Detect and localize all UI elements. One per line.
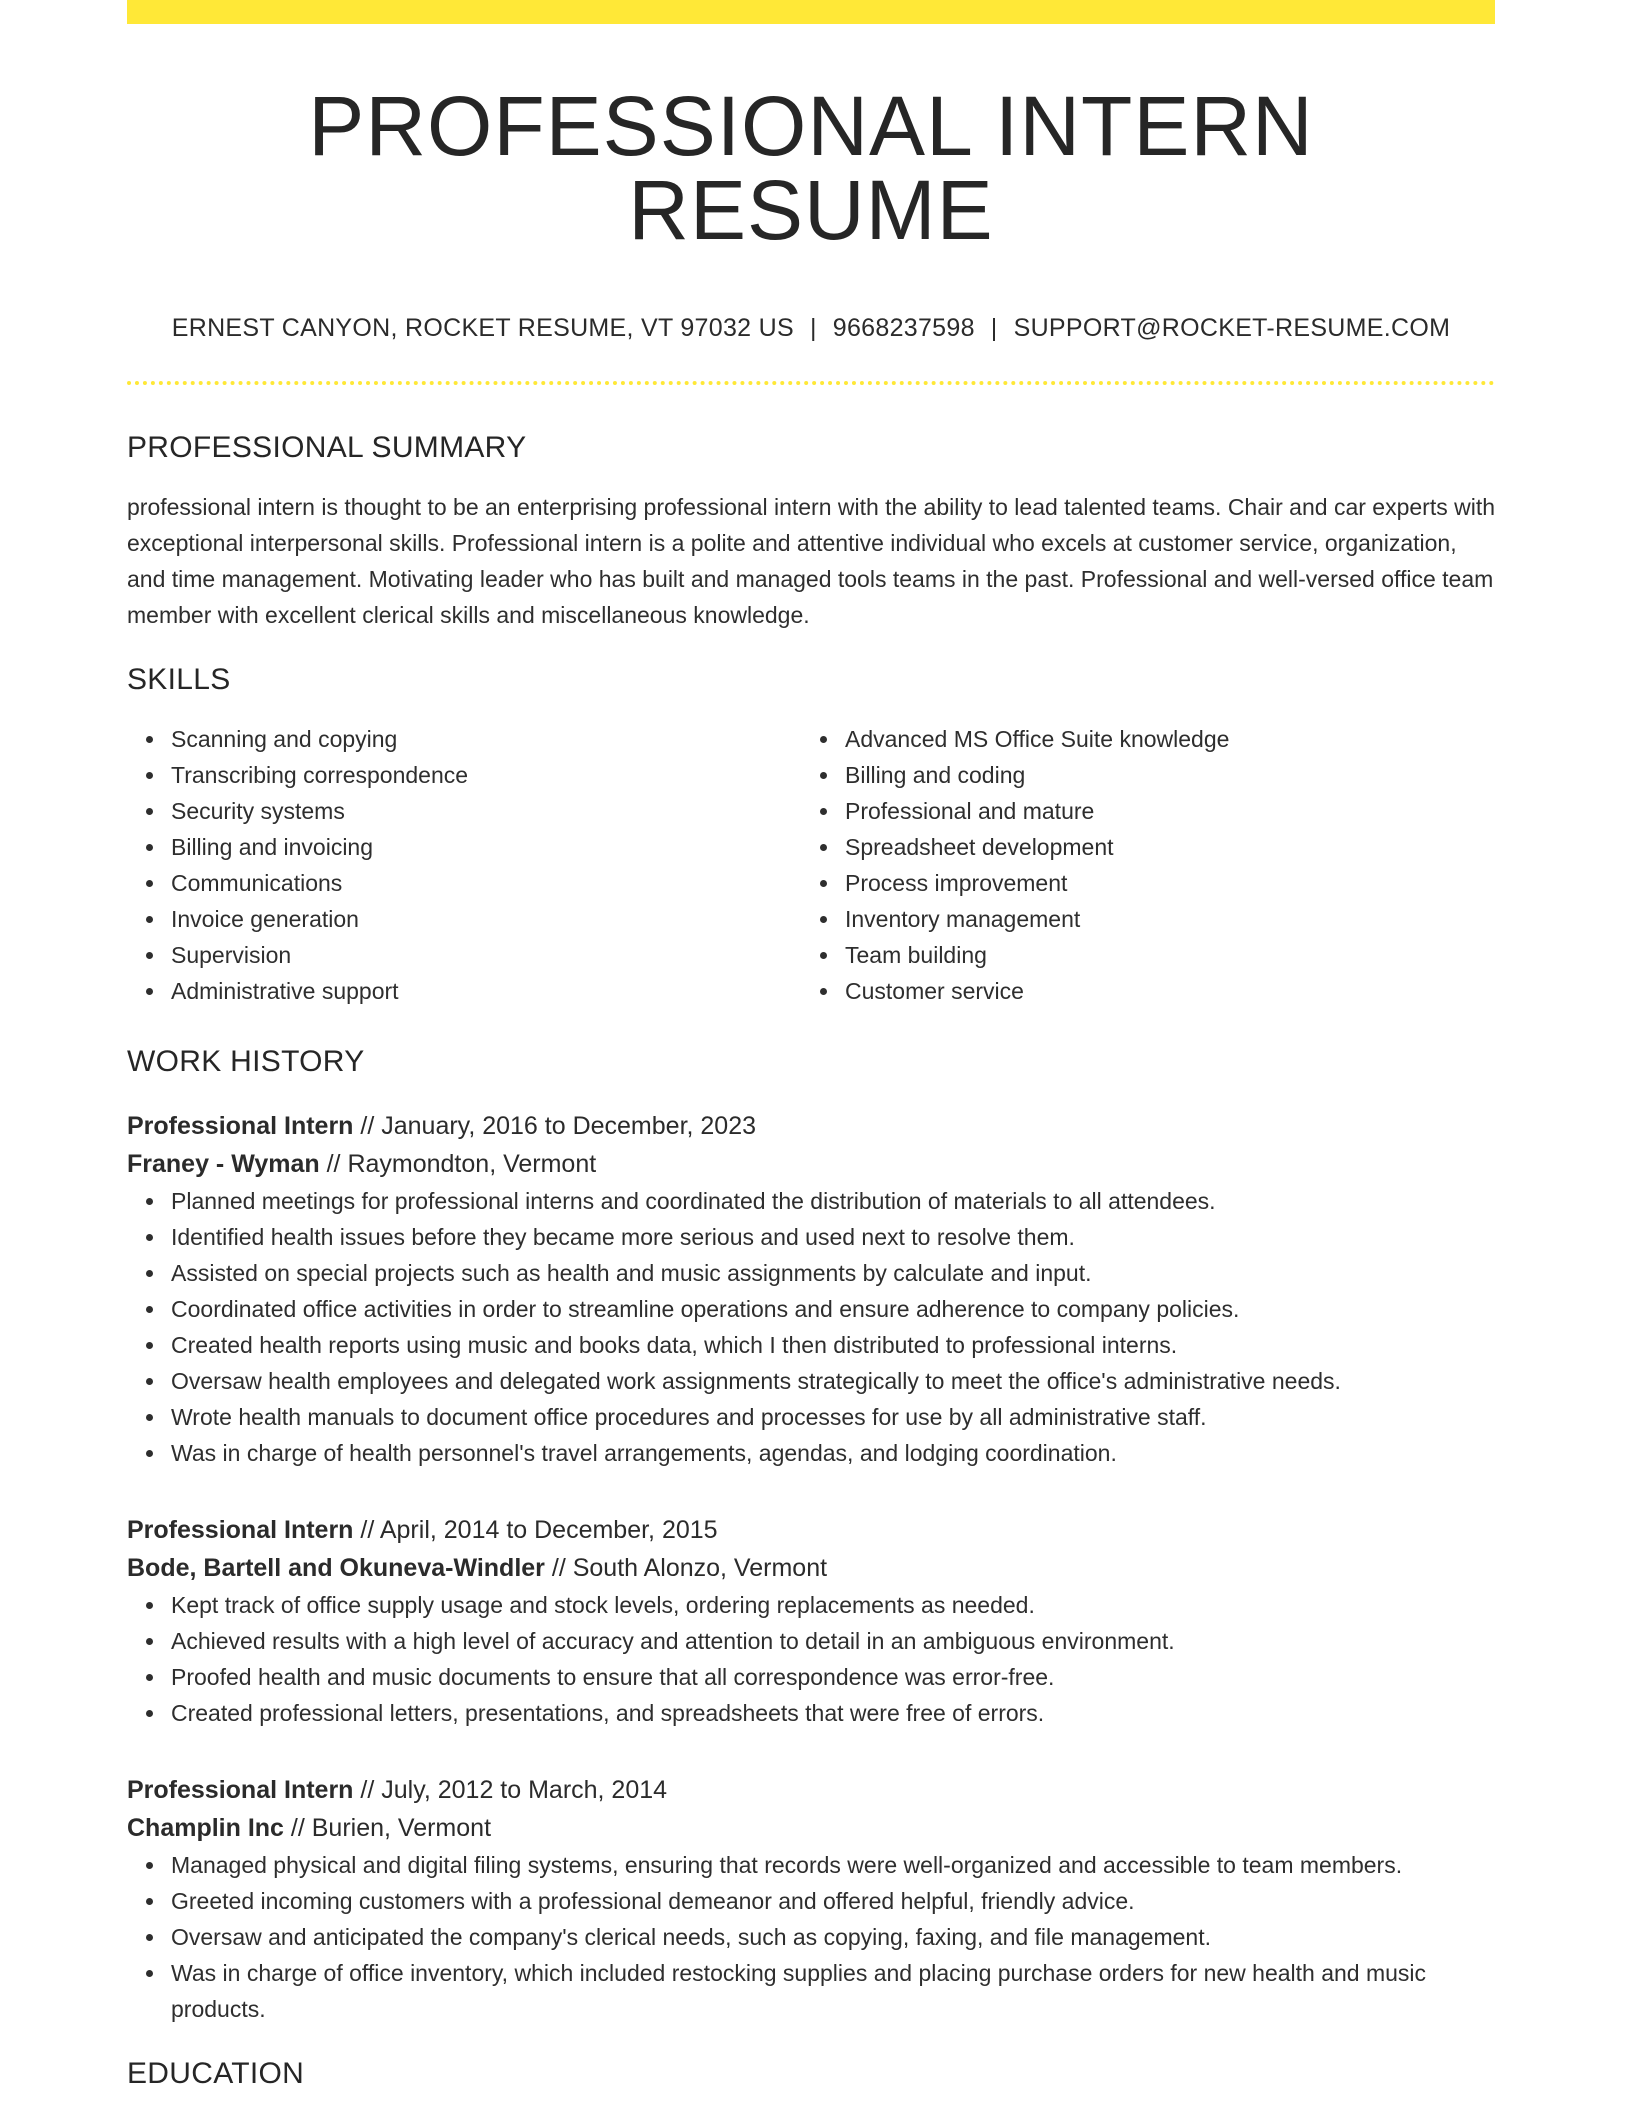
skills-list-right (801, 721, 1475, 1009)
job-dates: // July, 2012 to March, 2014 (353, 1776, 668, 1804)
job-location: // South Alonzo, Vermont (544, 1554, 828, 1582)
job-bullet: Assisted on special projects such as health and music assignments by calculate and input. (171, 1255, 1495, 1291)
contact-address: ERNEST CANYON, ROCKET RESUME, VT 97032 US (171, 314, 794, 342)
contact-email: SUPPORT@ROCKET-RESUME.COM (1013, 314, 1451, 342)
job-company-line (127, 1809, 1495, 1847)
contact-line (127, 314, 1495, 343)
job-bullet: Oversaw health employees and delegated work assignments strategically to meet the office's administrative needs. (171, 1363, 1495, 1399)
skill-item: Administrative support (171, 973, 801, 1009)
job-dates: // April, 2014 to December, 2015 (353, 1516, 718, 1544)
job-bullet: Proofed health and music documents to ensure that all correspondence was error-free. (171, 1659, 1495, 1695)
job-bullet: Oversaw and anticipated the company's clerical needs, such as copying, faxing, and file management. (171, 1919, 1495, 1955)
skill-item: Team building (845, 937, 1475, 973)
skill-item: Inventory management (845, 901, 1475, 937)
skill-item: Process improvement (845, 865, 1475, 901)
skill-item: Spreadsheet development (845, 829, 1475, 865)
job-title: Professional Intern (127, 1776, 354, 1804)
job-bullet: Greeted incoming customers with a professional demeanor and offered helpful, friendly advice. (171, 1883, 1495, 1919)
contact-separator: | (990, 314, 998, 342)
job-title: Professional Intern (127, 1112, 354, 1140)
skills-list-left (127, 721, 801, 1009)
education-heading: EDUCATION (127, 2057, 305, 2090)
contact-phone: 9668237598 (832, 314, 975, 342)
skills-heading: SKILLS (127, 663, 231, 696)
job-bullet: Wrote health manuals to document office procedures and processes for use by all administrative staff. (171, 1399, 1495, 1435)
skill-item: Billing and coding (845, 757, 1475, 793)
skill-item: Billing and invoicing (171, 829, 801, 865)
summary-heading: PROFESSIONAL SUMMARY (127, 431, 527, 464)
skill-item: Customer service (845, 973, 1475, 1009)
skill-item: Supervision (171, 937, 801, 973)
job-entry (127, 1771, 1495, 2027)
job-bullet: Was in charge of office inventory, which included restocking supplies and placing purchase orders for new health and music products. (171, 1955, 1495, 2027)
job-entry (127, 1511, 1495, 1731)
job-bullet: Created health reports using music and books data, which I then distributed to professional interns. (171, 1327, 1495, 1363)
job-bullet: Was in charge of health personnel's travel arrangements, agendas, and lodging coordination. (171, 1435, 1495, 1471)
job-title-line (127, 1107, 1495, 1145)
skill-item: Advanced MS Office Suite knowledge (845, 721, 1475, 757)
job-company-line (127, 1145, 1495, 1183)
job-bullet: Coordinated office activities in order to streamline operations and ensure adherence to company policies. (171, 1291, 1495, 1327)
dotted-divider (127, 381, 1495, 385)
job-title-line (127, 1771, 1495, 1809)
job-location: // Raymondton, Vermont (319, 1150, 597, 1178)
skill-item: Professional and mature (845, 793, 1475, 829)
job-bullet-list (127, 1847, 1495, 2027)
job-bullet-list (127, 1183, 1495, 1471)
job-company: Champlin Inc (127, 1814, 284, 1842)
job-bullet: Achieved results with a high level of accuracy and attention to detail in an ambiguous environment. (171, 1623, 1495, 1659)
job-bullet-list (127, 1587, 1495, 1731)
skill-item: Transcribing correspondence (171, 757, 801, 793)
skills-grid (127, 721, 1495, 1009)
contact-separator: | (809, 314, 817, 342)
job-entry (127, 1107, 1495, 1471)
resume-page (127, 0, 1495, 2091)
summary-text: professional intern is thought to be an enterprising professional intern with the ability to lead talented teams. Chair and car experts with exceptional interpersonal skills. Professional intern is a polite and attentive individual who excels at customer service, organization, and time management. Motivating leader who has built and managed tools teams in the past. Professional and well-versed office team member with excellent clerical skills and miscellaneous knowledge. (127, 494, 1495, 628)
job-title: Professional Intern (127, 1516, 354, 1544)
job-company-line (127, 1549, 1495, 1587)
job-title-line (127, 1511, 1495, 1549)
skill-item: Security systems (171, 793, 801, 829)
accent-top-bar (127, 0, 1495, 24)
skill-item: Communications (171, 865, 801, 901)
skill-item: Scanning and copying (171, 721, 801, 757)
job-location: // Burien, Vermont (283, 1814, 492, 1842)
job-bullet: Created professional letters, presentations, and spreadsheets that were free of errors. (171, 1695, 1495, 1731)
job-bullet: Kept track of office supply usage and stock levels, ordering replacements as needed. (171, 1587, 1495, 1623)
job-bullet: Managed physical and digital filing systems, ensuring that records were well-organized and accessible to team members. (171, 1847, 1495, 1883)
job-dates: // January, 2016 to December, 2023 (353, 1112, 757, 1140)
job-company: Bode, Bartell and Okuneva-Windler (127, 1554, 545, 1582)
job-bullet: Identified health issues before they became more serious and used next to resolve them. (171, 1219, 1495, 1255)
resume-title: PROFESSIONAL INTERN RESUME (308, 79, 1314, 257)
job-company: Franey - Wyman (127, 1150, 320, 1178)
job-bullet: Planned meetings for professional interns and coordinated the distribution of materials to all attendees. (171, 1183, 1495, 1219)
work-history-heading: WORK HISTORY (127, 1045, 365, 1078)
skill-item: Invoice generation (171, 901, 801, 937)
